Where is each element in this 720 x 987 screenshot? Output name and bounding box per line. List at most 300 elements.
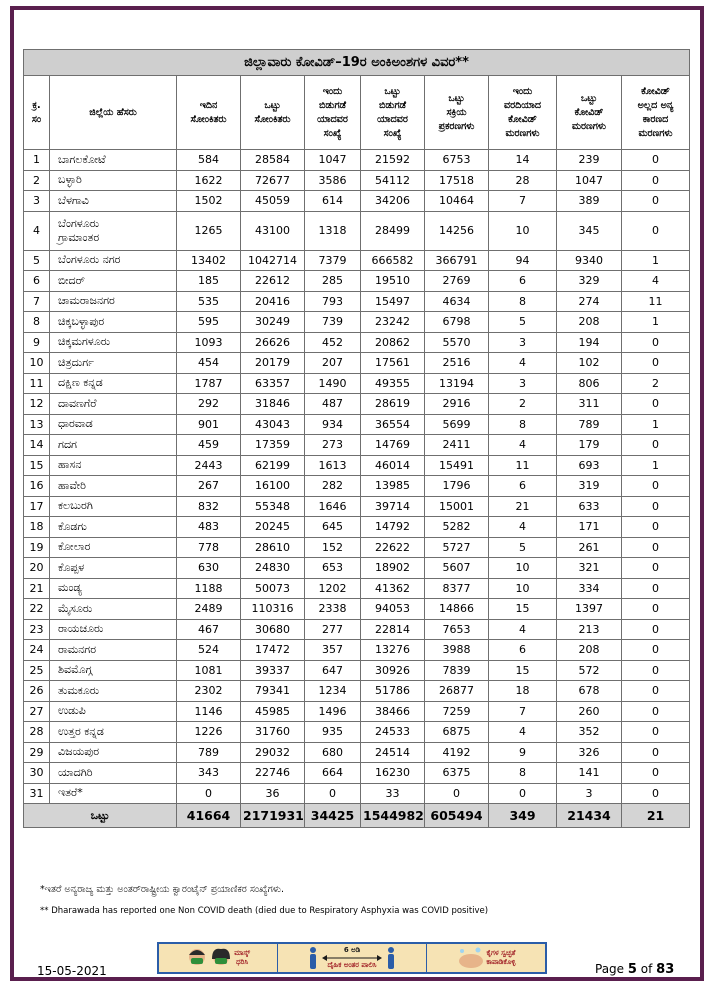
cell-today-discharged: 1613 <box>305 455 361 476</box>
cell-total-deaths: 208 <box>557 640 622 661</box>
cell-today-positive: 483 <box>177 517 241 538</box>
cell-total-discharged: 22622 <box>361 537 425 558</box>
cell-total-discharged: 16230 <box>361 763 425 784</box>
cell-district: ದಕ್ಷಿಣ ಕನ್ನಡ <box>50 373 177 394</box>
cell-today-discharged: 1490 <box>305 373 361 394</box>
cell-today-deaths: 6 <box>489 271 557 292</box>
cell-today-deaths: 3 <box>489 332 557 353</box>
cell-non-covid-deaths: 0 <box>622 394 690 415</box>
cell-today-positive: 1188 <box>177 578 241 599</box>
cell-sl: 21 <box>24 578 50 599</box>
cell-today-positive: 13402 <box>177 250 241 271</box>
cell-district: ಶಿವಮೊಗ್ಗ <box>50 660 177 681</box>
table-row <box>24 517 690 538</box>
cell-today-deaths: 9 <box>489 742 557 763</box>
cell-total-positive: 43043 <box>241 414 305 435</box>
cell-today-positive: 459 <box>177 435 241 456</box>
cell-total-discharged: 18902 <box>361 558 425 579</box>
cell-today-deaths: 15 <box>489 599 557 620</box>
cell-active: 6798 <box>425 312 489 333</box>
cell-today-discharged: 277 <box>305 619 361 640</box>
table-row <box>24 150 690 171</box>
table-row <box>24 312 690 333</box>
cell-today-deaths: 8 <box>489 291 557 312</box>
cell-total-positive: 16100 <box>241 476 305 497</box>
cell-total-discharged: 33 <box>361 783 425 804</box>
table-row <box>24 373 690 394</box>
cell-total-discharged: 17561 <box>361 353 425 374</box>
cell-active: 14866 <box>425 599 489 620</box>
cell-today-discharged: 282 <box>305 476 361 497</box>
cell-total-positive: 45985 <box>241 701 305 722</box>
cell-district: ಗದಗ <box>50 435 177 456</box>
cell-total-discharged: 14769 <box>361 435 425 456</box>
cell-active: 15001 <box>425 496 489 517</box>
cell-total-discharged: 46014 <box>361 455 425 476</box>
cell-non-covid-deaths: 0 <box>622 191 690 212</box>
cell-sl: 30 <box>24 763 50 784</box>
table-row <box>24 211 690 250</box>
cell-active: 17518 <box>425 170 489 191</box>
cell-today-discharged: 680 <box>305 742 361 763</box>
table-row <box>24 783 690 804</box>
cell-total-discharged: 24533 <box>361 722 425 743</box>
cell-non-covid-deaths: 0 <box>622 701 690 722</box>
cell-total-positive: 17359 <box>241 435 305 456</box>
cell-total-discharged: 28619 <box>361 394 425 415</box>
cell-sl: 14 <box>24 435 50 456</box>
cell-sl: 15 <box>24 455 50 476</box>
cell-non-covid-deaths: 1 <box>622 414 690 435</box>
page-number <box>595 962 674 977</box>
cell-district: ತುಮಕೂರು <box>50 681 177 702</box>
cell-non-covid-deaths: 0 <box>622 763 690 784</box>
cell-today-positive: 778 <box>177 537 241 558</box>
cell-district: ಯಾದಗಿರಿ <box>50 763 177 784</box>
cell-sl: 24 <box>24 640 50 661</box>
cell-total-positive: 62199 <box>241 455 305 476</box>
cell-total-positive: 28584 <box>241 150 305 171</box>
cell-sl: 12 <box>24 394 50 415</box>
cell-non-covid-deaths: 0 <box>622 681 690 702</box>
cell-district: ಕೊಡಗು <box>50 517 177 538</box>
cell-active: 14256 <box>425 211 489 250</box>
cell-sl: 6 <box>24 271 50 292</box>
cell-total-positive: 72677 <box>241 170 305 191</box>
cell-total-positive: 17472 <box>241 640 305 661</box>
cell-total-deaths: 678 <box>557 681 622 702</box>
cell-total-deaths: 141 <box>557 763 622 784</box>
table-row <box>24 537 690 558</box>
cell-active: 2411 <box>425 435 489 456</box>
table-row <box>24 271 690 292</box>
cell-today-discharged: 1496 <box>305 701 361 722</box>
cell-today-deaths: 2 <box>489 394 557 415</box>
distance-text: ದೈಹಿಕ ಅಂತರ ಪಾಲಿಸಿ <box>327 961 377 969</box>
cell-non-covid-deaths: 1 <box>622 312 690 333</box>
header-district: ಜಿಲ್ಲೆಯ ಹೆಸರು <box>50 76 177 150</box>
covid-safety-banner <box>157 942 547 974</box>
cell-today-positive: 1622 <box>177 170 241 191</box>
table-row <box>24 291 690 312</box>
cell-active: 5607 <box>425 558 489 579</box>
cell-total-positive: 28610 <box>241 537 305 558</box>
cell-total-deaths: 329 <box>557 271 622 292</box>
cell-district: ಚಾಮರಾಜನಗರ <box>50 291 177 312</box>
cell-total-positive: 50073 <box>241 578 305 599</box>
cell-today-deaths: 5 <box>489 312 557 333</box>
cell-today-deaths: 7 <box>489 191 557 212</box>
cell-total-discharged: 34206 <box>361 191 425 212</box>
page-total: 83 <box>656 962 675 977</box>
cell-today-discharged: 645 <box>305 517 361 538</box>
cell-today-positive: 595 <box>177 312 241 333</box>
cell-total-deaths: 208 <box>557 312 622 333</box>
cell-today-discharged: 1318 <box>305 211 361 250</box>
cell-today-positive: 1226 <box>177 722 241 743</box>
cell-today-discharged: 793 <box>305 291 361 312</box>
cell-sl: 11 <box>24 373 50 394</box>
table-row <box>24 558 690 579</box>
cell-active: 366791 <box>425 250 489 271</box>
cell-today-positive: 832 <box>177 496 241 517</box>
cell-district: ಹಾಸನ <box>50 455 177 476</box>
cell-active: 26877 <box>425 681 489 702</box>
report-date: 15-05-2021 <box>37 964 107 978</box>
cell-total-deaths: 319 <box>557 476 622 497</box>
header-total-discharged: ಒಟ್ಟು ಬಿಡುಗಡೆ ಯಾದವರ ಸಂಖ್ಯೆ <box>361 76 425 150</box>
cell-total-deaths: 9340 <box>557 250 622 271</box>
cell-today-discharged: 152 <box>305 537 361 558</box>
cell-non-covid-deaths: 0 <box>622 660 690 681</box>
cell-active: 6753 <box>425 150 489 171</box>
cell-sl: 26 <box>24 681 50 702</box>
table-row <box>24 353 690 374</box>
totals-total-positive: 2171931 <box>241 804 305 828</box>
cell-sl: 17 <box>24 496 50 517</box>
totals-row <box>24 804 690 828</box>
cell-today-positive: 2443 <box>177 455 241 476</box>
cell-active: 6875 <box>425 722 489 743</box>
cell-total-discharged: 51786 <box>361 681 425 702</box>
cell-total-deaths: 806 <box>557 373 622 394</box>
cell-today-discharged: 1234 <box>305 681 361 702</box>
handwash-text: ಕೈಗಳ ಸ್ವಚ್ಛತೆ ಕಾಪಾಡಿಕೊಳ್ಳಿ <box>486 949 516 966</box>
cell-district: ಧಾರವಾಡ <box>50 414 177 435</box>
cell-sl: 19 <box>24 537 50 558</box>
cell-total-positive: 36 <box>241 783 305 804</box>
distance-segment <box>278 944 427 972</box>
cell-today-deaths: 8 <box>489 414 557 435</box>
cell-non-covid-deaths: 0 <box>622 783 690 804</box>
cell-today-discharged: 3586 <box>305 170 361 191</box>
cell-total-deaths: 3 <box>557 783 622 804</box>
table-row <box>24 578 690 599</box>
cell-active: 2769 <box>425 271 489 292</box>
cell-today-deaths: 8 <box>489 763 557 784</box>
cell-active: 4192 <box>425 742 489 763</box>
header-total-deaths: ಒಟ್ಟು ಕೋವಿಡ್ ಮರಣಗಳು <box>557 76 622 150</box>
cell-total-positive: 30680 <box>241 619 305 640</box>
cell-sl: 27 <box>24 701 50 722</box>
cell-today-discharged: 2338 <box>305 599 361 620</box>
page-prefix: Page <box>595 962 625 976</box>
table-row <box>24 476 690 497</box>
cell-today-deaths: 94 <box>489 250 557 271</box>
cell-total-positive: 26626 <box>241 332 305 353</box>
footnote-others: *ಇತರೆ ಅನ್ಯರಾಜ್ಯ ಮತ್ತು ಅಂತರ್‌ರಾಷ್ಟ್ರೀಯ ಕ್ವಾರಂಟೈನ್ ಪ್ರಯಾಣಿಕರ ಸಂಖ್ಯೆಗಳು. <box>40 884 285 895</box>
cell-today-deaths: 4 <box>489 353 557 374</box>
cell-today-positive: 343 <box>177 763 241 784</box>
cell-total-discharged: 36554 <box>361 414 425 435</box>
page-current: 5 <box>627 962 637 977</box>
table-row <box>24 455 690 476</box>
cell-non-covid-deaths: 1 <box>622 455 690 476</box>
cell-today-discharged: 207 <box>305 353 361 374</box>
cell-today-positive: 292 <box>177 394 241 415</box>
table-row <box>24 701 690 722</box>
cell-total-deaths: 311 <box>557 394 622 415</box>
cell-total-discharged: 28499 <box>361 211 425 250</box>
cell-total-positive: 24830 <box>241 558 305 579</box>
cell-today-discharged: 1047 <box>305 150 361 171</box>
cell-district: ಮೈಸೂರು <box>50 599 177 620</box>
table-body <box>24 150 690 804</box>
cell-today-positive: 454 <box>177 353 241 374</box>
cell-sl: 22 <box>24 599 50 620</box>
cell-total-positive: 20179 <box>241 353 305 374</box>
cell-today-deaths: 15 <box>489 660 557 681</box>
cell-non-covid-deaths: 0 <box>622 722 690 743</box>
cell-today-discharged: 357 <box>305 640 361 661</box>
header-today-deaths: ಇಂದು ವರದಿಯಾದ ಕೋವಿಡ್ ಮರಣಗಳು <box>489 76 557 150</box>
cell-total-deaths: 260 <box>557 701 622 722</box>
cell-active: 3988 <box>425 640 489 661</box>
header-today-positive: ಇದಿನ ಸೋಂಕಿತರು <box>177 76 241 150</box>
cell-non-covid-deaths: 0 <box>622 537 690 558</box>
cell-total-positive: 43100 <box>241 211 305 250</box>
cell-today-positive: 1146 <box>177 701 241 722</box>
cell-active: 2916 <box>425 394 489 415</box>
cell-total-discharged: 666582 <box>361 250 425 271</box>
mask-segment <box>159 944 278 972</box>
cell-non-covid-deaths: 0 <box>622 170 690 191</box>
cell-active: 5699 <box>425 414 489 435</box>
table-row <box>24 660 690 681</box>
cell-sl: 1 <box>24 150 50 171</box>
cell-district: ಬಳ್ಳಾರಿ <box>50 170 177 191</box>
cell-non-covid-deaths: 0 <box>622 742 690 763</box>
cell-active: 0 <box>425 783 489 804</box>
cell-non-covid-deaths: 0 <box>622 353 690 374</box>
cell-total-positive: 22746 <box>241 763 305 784</box>
cell-total-discharged: 41362 <box>361 578 425 599</box>
cell-district: ಬೆಂಗಳೂರು ಗ್ರಾಮಾಂತರ <box>50 211 177 250</box>
cell-total-deaths: 261 <box>557 537 622 558</box>
cell-active: 2516 <box>425 353 489 374</box>
cell-today-positive: 2302 <box>177 681 241 702</box>
cell-today-deaths: 6 <box>489 640 557 661</box>
cell-total-positive: 29032 <box>241 742 305 763</box>
cell-today-deaths: 11 <box>489 455 557 476</box>
header-total-positive: ಒಟ್ಟು ಸೋಂಕಿತರು <box>241 76 305 150</box>
table-row <box>24 742 690 763</box>
cell-non-covid-deaths: 0 <box>622 332 690 353</box>
cell-total-positive: 1042714 <box>241 250 305 271</box>
cell-district: ಹಾವೇರಿ <box>50 476 177 497</box>
cell-district: ಉತ್ತರ ಕನ್ನಡ <box>50 722 177 743</box>
handwash-icon <box>456 946 486 970</box>
cell-district: ರಾಯಚೂರು <box>50 619 177 640</box>
cell-sl: 16 <box>24 476 50 497</box>
cell-total-discharged: 20862 <box>361 332 425 353</box>
cell-sl: 8 <box>24 312 50 333</box>
cell-today-deaths: 18 <box>489 681 557 702</box>
table-row <box>24 435 690 456</box>
cell-total-deaths: 1397 <box>557 599 622 620</box>
cell-today-positive: 789 <box>177 742 241 763</box>
cell-today-discharged: 935 <box>305 722 361 743</box>
cell-total-positive: 110316 <box>241 599 305 620</box>
cell-active: 13194 <box>425 373 489 394</box>
cell-today-deaths: 10 <box>489 558 557 579</box>
cell-active: 8377 <box>425 578 489 599</box>
cell-total-deaths: 102 <box>557 353 622 374</box>
cell-today-positive: 1265 <box>177 211 241 250</box>
cell-non-covid-deaths: 0 <box>622 435 690 456</box>
cell-today-positive: 2489 <box>177 599 241 620</box>
cell-non-covid-deaths: 0 <box>622 640 690 661</box>
cell-sl: 7 <box>24 291 50 312</box>
header-today-discharged: ಇಂದು ಬಿಡುಗಡೆ ಯಾದವರ ಸಂಖ್ಯೆ <box>305 76 361 150</box>
totals-label: ಒಟ್ಟು <box>24 804 177 828</box>
cell-today-deaths: 4 <box>489 517 557 538</box>
cell-total-positive: 39337 <box>241 660 305 681</box>
cell-total-discharged: 22814 <box>361 619 425 640</box>
cell-total-discharged: 13985 <box>361 476 425 497</box>
cell-non-covid-deaths: 1 <box>622 250 690 271</box>
cell-today-positive: 630 <box>177 558 241 579</box>
table-row <box>24 332 690 353</box>
cell-today-discharged: 1646 <box>305 496 361 517</box>
table-title: ಜಿಲ್ಲಾವಾರು ಕೋವಿಡ್–19ರ ಅಂಕಿಅಂಶಗಳ ವಿವರ** <box>24 50 690 76</box>
cell-total-deaths: 693 <box>557 455 622 476</box>
cell-sl: 23 <box>24 619 50 640</box>
cell-active: 5282 <box>425 517 489 538</box>
cell-total-positive: 20245 <box>241 517 305 538</box>
cell-today-positive: 0 <box>177 783 241 804</box>
cell-total-discharged: 14792 <box>361 517 425 538</box>
cell-today-positive: 467 <box>177 619 241 640</box>
cell-total-deaths: 171 <box>557 517 622 538</box>
cell-non-covid-deaths: 0 <box>622 476 690 497</box>
cell-district: ಮಂಡ್ಯ <box>50 578 177 599</box>
cell-active: 1796 <box>425 476 489 497</box>
cell-sl: 25 <box>24 660 50 681</box>
cell-today-discharged: 452 <box>305 332 361 353</box>
cell-total-discharged: 24514 <box>361 742 425 763</box>
cell-total-positive: 55348 <box>241 496 305 517</box>
header-active: ಒಟ್ಟು ಸಕ್ರಿಯ ಪ್ರಕರಣಗಳು <box>425 76 489 150</box>
totals-today-positive: 41664 <box>177 804 241 828</box>
cell-today-positive: 1081 <box>177 660 241 681</box>
cell-active: 5570 <box>425 332 489 353</box>
cell-total-positive: 31760 <box>241 722 305 743</box>
cell-district: ದಾವಣಗೆರೆ <box>50 394 177 415</box>
person-icon <box>386 946 396 970</box>
cell-total-positive: 63357 <box>241 373 305 394</box>
cell-today-deaths: 0 <box>489 783 557 804</box>
cell-district: ಚಿಕ್ಕಮಗಳೂರು <box>50 332 177 353</box>
cell-today-positive: 1502 <box>177 191 241 212</box>
cell-sl: 10 <box>24 353 50 374</box>
totals-total-discharged: 1544982 <box>361 804 425 828</box>
cell-total-discharged: 21592 <box>361 150 425 171</box>
cell-district: ಕಲಬುರಗಿ <box>50 496 177 517</box>
header-sl: ಕ್ರ. ಸಂ <box>24 76 50 150</box>
cell-active: 10464 <box>425 191 489 212</box>
cell-total-deaths: 179 <box>557 435 622 456</box>
cell-district: ಬೆಂಗಳೂರು ನಗರ <box>50 250 177 271</box>
cell-non-covid-deaths: 0 <box>622 211 690 250</box>
cell-today-deaths: 3 <box>489 373 557 394</box>
cell-today-deaths: 7 <box>489 701 557 722</box>
cell-non-covid-deaths: 0 <box>622 599 690 620</box>
cell-today-positive: 185 <box>177 271 241 292</box>
footnote-dharwad: ** Dharawada has reported one Non COVID death (died due to Respiratory Asphyxia was COVID positive) <box>40 906 489 916</box>
cell-total-deaths: 352 <box>557 722 622 743</box>
cell-active: 6375 <box>425 763 489 784</box>
cell-non-covid-deaths: 11 <box>622 291 690 312</box>
cell-total-discharged: 23242 <box>361 312 425 333</box>
cell-total-positive: 45059 <box>241 191 305 212</box>
cell-district: ಕೊಪ್ಪಳ <box>50 558 177 579</box>
cell-total-positive: 79341 <box>241 681 305 702</box>
cell-sl: 2 <box>24 170 50 191</box>
district-covid-table <box>23 49 690 828</box>
cell-non-covid-deaths: 0 <box>622 150 690 171</box>
cell-today-discharged: 487 <box>305 394 361 415</box>
cell-total-deaths: 274 <box>557 291 622 312</box>
cell-district: ಬೀದರ್ <box>50 271 177 292</box>
cell-non-covid-deaths: 0 <box>622 578 690 599</box>
table-row <box>24 599 690 620</box>
cell-district: ವಿಜಯಪುರ <box>50 742 177 763</box>
cell-today-positive: 1093 <box>177 332 241 353</box>
handwash-segment <box>427 944 545 972</box>
cell-today-discharged: 664 <box>305 763 361 784</box>
cell-total-discharged: 15497 <box>361 291 425 312</box>
cell-today-deaths: 28 <box>489 170 557 191</box>
cell-today-discharged: 934 <box>305 414 361 435</box>
cell-sl: 31 <box>24 783 50 804</box>
cell-district: ಬಾಗಲಕೋಟೆ <box>50 150 177 171</box>
cell-total-discharged: 49355 <box>361 373 425 394</box>
cell-non-covid-deaths: 0 <box>622 496 690 517</box>
cell-total-discharged: 19510 <box>361 271 425 292</box>
totals-active: 605494 <box>425 804 489 828</box>
cell-today-deaths: 4 <box>489 435 557 456</box>
cell-today-positive: 901 <box>177 414 241 435</box>
cell-total-deaths: 1047 <box>557 170 622 191</box>
cell-today-positive: 584 <box>177 150 241 171</box>
cell-non-covid-deaths: 0 <box>622 517 690 538</box>
cell-total-deaths: 213 <box>557 619 622 640</box>
cell-total-positive: 20416 <box>241 291 305 312</box>
cell-today-discharged: 739 <box>305 312 361 333</box>
distance-value: 6 ಅಡಿ <box>343 946 361 954</box>
cell-total-discharged: 30926 <box>361 660 425 681</box>
